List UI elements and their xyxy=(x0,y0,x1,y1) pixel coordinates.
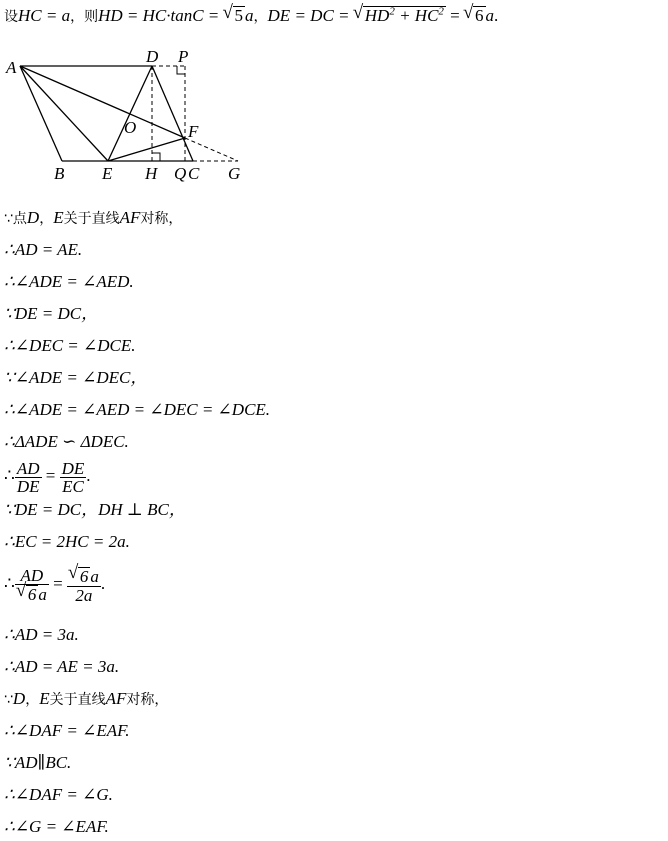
segment-ef xyxy=(108,138,185,161)
intro-text: 设 xyxy=(4,9,18,25)
step-2: ∴AD = AE. xyxy=(4,240,83,259)
step-13: ∴AD = 3a. xyxy=(4,625,79,644)
step-15: ∵D，E关于直线AF对称， xyxy=(4,689,169,708)
a-symbol-2: a xyxy=(485,6,495,25)
equals: = xyxy=(445,6,465,25)
fraction-ad-sqrt6a: AD √ 6 a xyxy=(15,567,49,604)
label-f: F xyxy=(188,122,199,141)
geometry-figure xyxy=(0,44,260,184)
label-p: P xyxy=(178,47,189,66)
segment-ae xyxy=(20,66,108,161)
step-14: ∴AD = AE = 3a. xyxy=(4,657,120,676)
label-h: H xyxy=(145,164,158,183)
step-18: ∴∠DAF = ∠G. xyxy=(4,785,113,804)
step-16: ∴∠DAF = ∠EAF. xyxy=(4,721,130,740)
step-11: ∴EC = 2HC = 2a. xyxy=(4,532,130,551)
step-1: ∵点D，E关于直线AF对称， xyxy=(4,208,183,227)
fraction-de-ec: $\frac{DE}{EC}$ xyxy=(61,458,85,496)
step-10: ∵DE = DC，DH ⊥ BC， xyxy=(4,500,186,519)
sqrt-5: √ 5 xyxy=(224,6,246,26)
intro-line xyxy=(4,6,498,27)
step-5: ∴∠DEC = ∠DCE. xyxy=(4,336,136,355)
a-symbol: a xyxy=(245,6,254,25)
step-12: ∴ AD √ 6 a = √ $\frac{6 a}{2a}$ . xyxy=(4,558,105,610)
separator: ， xyxy=(253,9,268,25)
sqrt-6: √ 6 xyxy=(464,6,486,26)
segment-af xyxy=(20,66,185,138)
step-6: ∵∠ADE = ∠DEC， xyxy=(4,368,148,387)
sqrt-hd-hc: √ $HD^2 + HC^2$ xyxy=(354,6,446,26)
fraction-sqrt6a-2a: √ $\frac{6 a}{2a}$ xyxy=(67,567,101,604)
label-q: Q xyxy=(174,164,187,183)
de-expression: DE = DC = xyxy=(267,6,354,25)
segment-dc xyxy=(152,66,193,161)
right-angle-h xyxy=(152,153,160,161)
label-c: C xyxy=(188,164,200,183)
dash-fg xyxy=(185,138,238,161)
step-9: ∴ $\frac{AD}{DE}$ = $\frac{DE}{EC}$ . xyxy=(4,458,91,496)
label-d: D xyxy=(146,47,159,66)
then-text: ，则 xyxy=(70,9,99,25)
label-g: G xyxy=(228,164,241,183)
period: . xyxy=(494,6,499,25)
segment-ab xyxy=(20,66,62,161)
right-angle-p xyxy=(177,66,185,74)
step-8: ∴ΔADE ∽ ΔDEC. xyxy=(4,432,129,451)
step-4: ∵DE = DC， xyxy=(4,304,99,323)
segment-de xyxy=(108,66,152,161)
step-17: ∵AD∥BC. xyxy=(4,753,72,772)
step-7: ∴∠ADE = ∠AED = ∠DEC = ∠DCE. xyxy=(4,400,271,419)
label-a: A xyxy=(6,58,17,77)
hc-eq-a: HC = a xyxy=(18,6,71,25)
step-3: ∴∠ADE = ∠AED. xyxy=(4,272,134,291)
label-e: E xyxy=(102,164,113,183)
label-b: B xyxy=(54,164,65,183)
hd-expression: HD = HC·tanC = xyxy=(98,6,224,25)
fraction-ad-de: $\frac{AD}{DE}$ xyxy=(16,458,40,496)
step-19: ∴∠G = ∠EAF. xyxy=(4,817,109,836)
label-o: O xyxy=(124,118,137,137)
